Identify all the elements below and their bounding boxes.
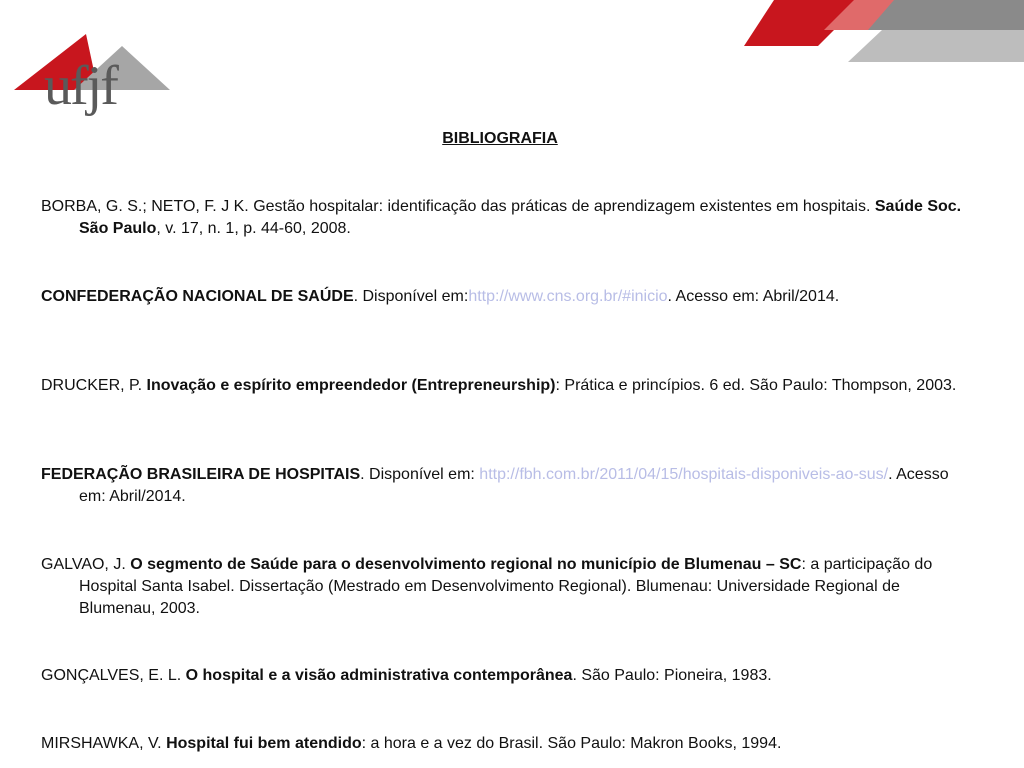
ufjf-logo — [14, 28, 170, 120]
bib-entry-goncalves: GONÇALVES, E. L. O hospital e a visão administrativa contemporânea. São Paulo: Pioneira, 1983. — [41, 667, 772, 684]
page-title: BIBLIOGRAFIA — [442, 130, 558, 147]
bib-entry-mirshawka: MIRSHAWKA, V. Hospital fui bem atendido: a hora e a vez do Brasil. São Paulo: Makron Books, 1994. — [41, 735, 782, 752]
logo-text: ufjf — [44, 55, 117, 117]
bib-entry-fbh: FEDERAÇÃO BRASILEIRA DE HOSPITAIS. Disponível em: http://fbh.com.br/2011/04/15/hospitais-disponiveis-ao-sus/. Acesso em: Abril/2014. — [41, 466, 949, 505]
fbh-link[interactable]: http://fbh.com.br/2011/04/15/hospitais-disponiveis-ao-sus/ — [479, 466, 889, 483]
corner-stripes-decoration — [744, 0, 1024, 64]
bib-entry-drucker: DRUCKER, P. Inovação e espírito empreendedor (Entrepreneurship): Prática e princípios. 6 ed. São Paulo: Thompson, 2003. — [41, 377, 957, 394]
bib-entry-borba: BORBA, G. S.; NETO, F. J K. Gestão hospitalar: identificação das práticas de aprendizagem existentes em hospitais. Saúde Soc. São Paulo, v. 17, n. 1, p. 44-60, 2008. — [41, 198, 962, 237]
cns-link[interactable]: http://www.cns.org.br/#inicio — [468, 288, 668, 305]
bib-entry-cns: CONFEDERAÇÃO NACIONAL DE SAÚDE. Disponível em:http://www.cns.org.br/#inicio. Acesso em: Abril/2014. — [41, 288, 840, 305]
bib-entry-galvao: GALVAO, J. O segmento de Saúde para o desenvolvimento regional no município de Blumenau – SC: a participação do Hospital Santa Isabel. Dissertação (Mestrado em Desenvolvimento Regional). Blumenau: Universidade Regional de Blumenau, 2003. — [41, 556, 933, 617]
